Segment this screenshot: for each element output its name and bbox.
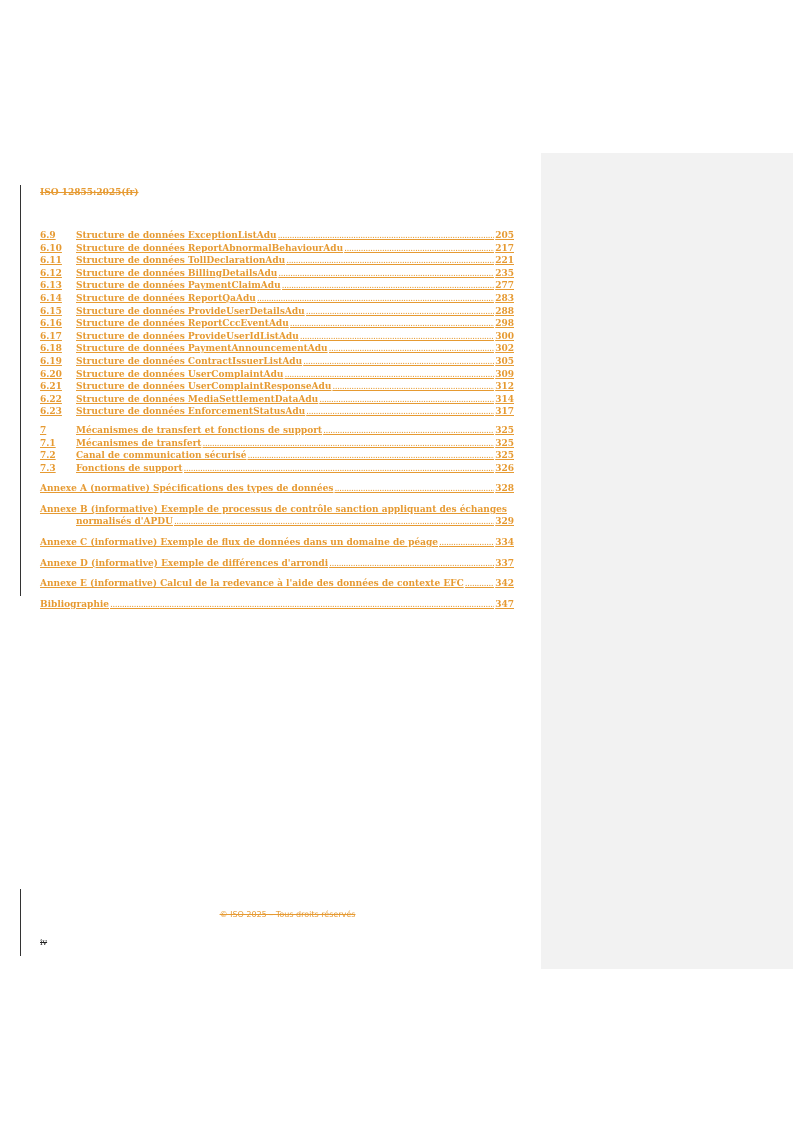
toc-entry[interactable] bbox=[40, 343, 514, 356]
toc-entry-page: 298 bbox=[495, 319, 514, 330]
toc-annex-entry[interactable] bbox=[40, 558, 514, 571]
toc-leader bbox=[286, 255, 494, 268]
toc-bibliography-page: 347 bbox=[495, 599, 514, 610]
toc-entry-number: 6.21 bbox=[40, 382, 62, 393]
toc-leader bbox=[344, 243, 494, 256]
toc-entry[interactable] bbox=[40, 406, 514, 419]
document-header: ISO 12855:2025(fr) bbox=[40, 188, 139, 198]
toc-entry-title: Structure de données ReportQaAdu bbox=[76, 293, 256, 304]
toc-entry-title: Canal de communication sécurisé bbox=[76, 451, 247, 462]
toc-annex-title-line2: normalisés d'APDU bbox=[76, 517, 173, 528]
toc-entry-number: 7 bbox=[40, 425, 47, 436]
toc-entry-page: 221 bbox=[495, 256, 514, 267]
toc-annex-title: Annexe B (informative) Exemple de processus de contrôle sanction appliquant des échanges bbox=[40, 504, 507, 515]
toc-leader bbox=[332, 381, 494, 394]
toc-entry-title: Structure de données PaymentClaimAdu bbox=[76, 281, 281, 292]
toc-entry-number: 7.3 bbox=[40, 463, 56, 474]
toc-entry-number: 7.1 bbox=[40, 438, 56, 449]
toc-entry-number: 6.17 bbox=[40, 331, 62, 342]
toc-entry-number: 6.15 bbox=[40, 306, 62, 317]
toc-entry-title: Structure de données ReportCccEventAdu bbox=[76, 319, 289, 330]
toc-annex-entry[interactable] bbox=[40, 504, 514, 529]
toc-entry-title: Mécanismes de transfert bbox=[76, 438, 202, 449]
toc-entry[interactable] bbox=[40, 438, 514, 451]
toc-leader bbox=[290, 318, 494, 331]
toc-bibliography-entry[interactable] bbox=[40, 599, 514, 612]
toc-entry-page: 312 bbox=[495, 382, 514, 393]
toc-annex-page: 329 bbox=[495, 517, 514, 528]
toc-entry-title: Structure de données BillingDetailsAdu bbox=[76, 268, 278, 279]
toc-leader bbox=[306, 406, 494, 419]
toc-entry[interactable] bbox=[40, 230, 514, 243]
toc-entry-page: 217 bbox=[495, 243, 514, 254]
toc-entry[interactable] bbox=[40, 356, 514, 369]
toc-leader bbox=[329, 343, 495, 356]
toc-entry[interactable] bbox=[40, 331, 514, 344]
toc-annex-page: 334 bbox=[495, 538, 514, 549]
toc-entry[interactable] bbox=[40, 306, 514, 319]
toc-entry-page: 277 bbox=[495, 281, 514, 292]
table-of-contents bbox=[40, 230, 514, 611]
toc-entry-title: Structure de données TollDeclarationAdu bbox=[76, 256, 286, 267]
toc-entry-page: 317 bbox=[495, 407, 514, 418]
toc-leader bbox=[278, 230, 495, 243]
toc-leader bbox=[329, 558, 494, 571]
toc-annex-title: Annexe C (informative) Exemple de flux de données dans un domaine de péage bbox=[40, 538, 438, 549]
toc-entry-number: 7.2 bbox=[40, 451, 56, 462]
toc-entry-page: 325 bbox=[495, 425, 514, 436]
toc-entry[interactable] bbox=[40, 293, 514, 306]
toc-annex-entry[interactable] bbox=[40, 537, 514, 550]
toc-annex-entry[interactable] bbox=[40, 483, 514, 496]
change-bar bbox=[20, 889, 21, 956]
toc-entry[interactable] bbox=[40, 318, 514, 331]
toc-entry[interactable] bbox=[40, 463, 514, 476]
toc-entry-page: 326 bbox=[495, 463, 514, 474]
toc-leader bbox=[184, 463, 495, 476]
toc-entry-title: Structure de données ContractIssuerListAdu bbox=[76, 356, 303, 367]
toc-leader bbox=[257, 293, 494, 306]
toc-entry-title: Structure de données ExceptionListAdu bbox=[76, 231, 277, 241]
toc-annex-page: 328 bbox=[495, 484, 514, 495]
toc-entry-title: Structure de données MediaSettlementDataAdu bbox=[76, 394, 319, 405]
toc-leader bbox=[284, 369, 494, 382]
toc-leader bbox=[300, 331, 494, 344]
toc-entry-number: 6.16 bbox=[40, 319, 62, 330]
toc-annex-title: Annexe D (informative) Exemple de différences d'arrondi bbox=[40, 558, 329, 569]
toc-entry-page: 302 bbox=[495, 344, 514, 355]
toc-entry-page: 288 bbox=[495, 306, 514, 317]
toc-entry-title: Structure de données ReportAbnormalBehaviourAdu bbox=[76, 243, 344, 254]
toc-leader bbox=[465, 578, 494, 591]
toc-entry-page: 325 bbox=[495, 438, 514, 449]
toc-annex-continuation bbox=[40, 516, 514, 529]
toc-annex-title: Annexe A (normative) Spécifications des types de données bbox=[40, 484, 334, 495]
toc-entry-page: 305 bbox=[495, 356, 514, 367]
toc-leader bbox=[323, 425, 494, 438]
toc-leader bbox=[303, 356, 494, 369]
toc-entry-number: 6.11 bbox=[40, 256, 62, 267]
toc-entry[interactable] bbox=[40, 381, 514, 394]
toc-leader bbox=[334, 483, 494, 496]
toc-leader bbox=[247, 450, 494, 463]
toc-entry-title: Fonctions de support bbox=[76, 463, 183, 474]
toc-entry-number: 6.14 bbox=[40, 293, 62, 304]
toc-entry-page: 235 bbox=[495, 268, 514, 279]
toc-entry[interactable] bbox=[40, 394, 514, 407]
toc-bibliography-title: Bibliographie bbox=[40, 599, 110, 610]
toc-entry-page: 283 bbox=[495, 293, 514, 304]
toc-entry-number: 6.23 bbox=[40, 407, 62, 418]
toc-entry-number: 6.12 bbox=[40, 268, 62, 279]
toc-entry-number: 6.22 bbox=[40, 394, 62, 405]
comment-pane bbox=[541, 153, 793, 969]
toc-annex-entry[interactable] bbox=[40, 578, 514, 591]
toc-entry-page: 314 bbox=[495, 394, 514, 405]
toc-annex-page: 342 bbox=[495, 579, 514, 590]
toc-entry-title: Mécanismes de transfert et fonctions de support bbox=[76, 425, 323, 436]
toc-leader bbox=[439, 537, 494, 550]
toc-leader bbox=[174, 516, 494, 529]
toc-entry-title: Structure de données UserComplaintAdu bbox=[76, 369, 284, 380]
toc-annex-page: 337 bbox=[495, 558, 514, 569]
toc-entry-title: Structure de données ProvideUserDetailsAdu bbox=[76, 306, 305, 317]
toc-entry[interactable] bbox=[40, 425, 514, 438]
toc-entry-number: 6.18 bbox=[40, 344, 62, 355]
toc-entry-page: 309 bbox=[495, 369, 514, 380]
page-number: iv bbox=[40, 938, 48, 947]
toc-leader bbox=[319, 394, 494, 407]
toc-leader bbox=[306, 306, 494, 319]
toc-entry[interactable] bbox=[40, 450, 514, 463]
toc-entry[interactable] bbox=[40, 243, 514, 256]
toc-entry-number: 6.19 bbox=[40, 356, 62, 367]
toc-entry-title: Structure de données UserComplaintResponseAdu bbox=[76, 382, 332, 393]
toc-entry[interactable] bbox=[40, 369, 514, 382]
toc-entry-page: 205 bbox=[495, 231, 514, 241]
toc-entry-page: 325 bbox=[495, 451, 514, 462]
toc-entry-title: Structure de données PaymentAnnouncementAdu bbox=[76, 344, 328, 355]
toc-leader bbox=[282, 280, 495, 293]
toc-entry[interactable] bbox=[40, 255, 514, 268]
toc-entry-title: Structure de données EnforcementStatusAdu bbox=[76, 407, 306, 418]
toc-entry-number: 6.20 bbox=[40, 369, 62, 380]
toc-entry-number: 6.9 bbox=[40, 231, 56, 241]
toc-entry-page: 300 bbox=[495, 331, 514, 342]
toc-leader bbox=[202, 438, 494, 451]
toc-annex-title: Annexe E (informative) Calcul de la redevance à l'aide des données de contexte EFC bbox=[40, 579, 464, 590]
toc-entry-number: 6.13 bbox=[40, 281, 62, 292]
toc-entry-title: Structure de données ProvideUserIdListAdu bbox=[76, 331, 299, 342]
toc-entry[interactable] bbox=[40, 268, 514, 281]
toc-leader bbox=[110, 599, 494, 612]
toc-entry[interactable] bbox=[40, 280, 514, 293]
toc-entry-number: 6.10 bbox=[40, 243, 62, 254]
footer-copyright: © ISO 2025 – Tous droits réservés bbox=[219, 910, 356, 919]
change-bar bbox=[20, 185, 21, 596]
toc-leader bbox=[278, 268, 494, 281]
